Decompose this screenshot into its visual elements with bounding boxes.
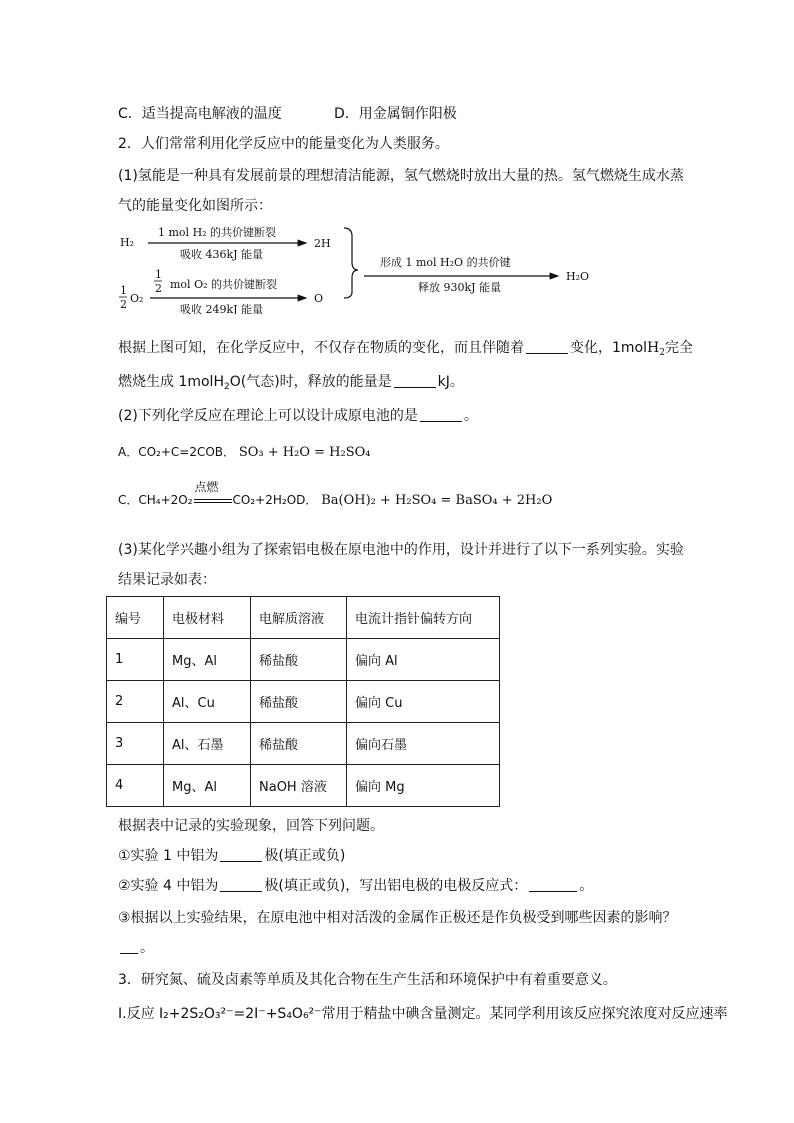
header-cell: 电解质溶液 xyxy=(251,597,347,639)
half-o2-fraction-num: 1 xyxy=(120,284,127,297)
text-a: 燃烧生成 1molH xyxy=(118,374,224,390)
o2-product: O xyxy=(314,292,324,305)
text-a: 根据上图可知，在化学反应中，不仅存在物质的变化，而且伴随着 xyxy=(118,340,524,356)
answer-blank[interactable] xyxy=(220,877,262,892)
answer-blank[interactable] xyxy=(394,373,436,388)
table-row xyxy=(107,723,500,765)
option-b-equation: SO₃ + H₂O = H₂SO₄ xyxy=(238,445,371,460)
text: (2)下列化学反应在理论上可以设计成原电池的是 xyxy=(118,408,418,424)
options-ab xyxy=(118,442,370,463)
form-energy-label: 释放 930kJ 能量 xyxy=(418,281,502,294)
table-cell: 稀盐酸 xyxy=(251,681,347,723)
text-b: 变化，1mol xyxy=(570,340,647,356)
table-cell: 4 xyxy=(107,765,164,807)
q2-part1-line2: 气的能量变化如图所示： xyxy=(118,198,272,214)
question-3-part-i: I.反应 I₂+2S₂O₃²⁻=2I⁻+S₄O₆²⁻常用于精盐中碘含量测定。某同学利用该反应探究浓度对反应速率 xyxy=(118,1006,728,1022)
h2-energy-label: 吸收 436kJ 能量 xyxy=(180,248,264,261)
header-cell: 电极材料 xyxy=(164,597,251,639)
option-c-text: C．CH₄+2O₂ xyxy=(118,493,193,507)
option-c-end: CO₂+2H₂OD． xyxy=(232,493,318,507)
o2-bond-break-label: mol O₂ 的共价键断裂 xyxy=(170,278,277,291)
q2-part2 xyxy=(118,406,478,426)
table-cell: 1 xyxy=(107,639,164,681)
question-2-title: 2．人们常常利用化学反应中的能量变化为人类服务。 xyxy=(118,136,449,152)
table-header-row xyxy=(107,597,500,639)
half-o2-fraction-den: 2 xyxy=(120,298,127,311)
table-cell: 稀盐酸 xyxy=(251,639,347,681)
text-end: 。 xyxy=(463,408,478,424)
options-cd xyxy=(118,480,553,511)
table-cell: Mg、Al xyxy=(164,765,251,807)
answer-blank[interactable] xyxy=(220,847,262,862)
option-d xyxy=(334,104,457,124)
header-cell: 电流计指针偏转方向 xyxy=(347,597,500,639)
answer-blank[interactable] xyxy=(529,877,577,892)
text-b: O(气态)时，释放的能量是 xyxy=(229,374,392,390)
option-d-equation: Ba(OH)₂ + H₂SO₄ = BaSO₄ + 2H₂O xyxy=(321,493,553,508)
sub-question-2 xyxy=(118,876,593,896)
table-row xyxy=(107,639,500,681)
q2-part3-line2: 结果记录如表： xyxy=(118,572,216,588)
energy-diagram xyxy=(118,222,618,314)
sub-question-3-answer xyxy=(118,938,154,958)
table-cell: 偏向 Al xyxy=(347,639,500,681)
table-cell: 偏向 Mg xyxy=(347,765,500,807)
o2-frac-den: 2 xyxy=(155,282,162,295)
header-cell: 编号 xyxy=(107,597,164,639)
table-cell: 偏向 Cu xyxy=(347,681,500,723)
h2-formula: $H_2$ xyxy=(647,340,665,358)
text-end: 。 xyxy=(140,940,154,956)
ignite-condition xyxy=(193,480,233,510)
answer-blank[interactable] xyxy=(526,339,568,354)
option-c-text: C．适当提高电解液的温度 xyxy=(118,106,282,122)
option-d-text: D．用金属铜作阳极 xyxy=(334,106,457,122)
brace xyxy=(344,228,358,298)
sub-question-1 xyxy=(118,846,345,866)
table-cell: Al、Cu xyxy=(164,681,251,723)
table-cell: 偏向石墨 xyxy=(347,723,500,765)
q2-part1-question-line1 xyxy=(118,338,693,363)
table-cell: 稀盐酸 xyxy=(251,723,347,765)
q2-part1-question-line2: 燃烧生成 1molH$_2$O(气态)时，释放的能量是 kJ。 xyxy=(118,374,464,392)
table-cell: 2 xyxy=(107,681,164,723)
text-c: 。 xyxy=(579,878,594,894)
h2-bond-break-label: 1 mol H₂ 的共价键断裂 xyxy=(158,226,277,239)
text-b: 极(填正或负) xyxy=(264,848,346,864)
text-b: 极(填正或负)，写出铝电极的电极反应式： xyxy=(264,878,528,894)
sub-question-3: ③根据以上实验结果，在原电池中相对活泼的金属作正极还是作负极受到哪些因素的影响？ xyxy=(118,910,677,926)
q2-part3-line1: (3)某化学兴趣小组为了探索铝电极在原电池中的作用，设计并进行了以下一系列实验。实验 xyxy=(118,542,684,558)
option-a-text: A．CO₂+C=2COB． xyxy=(118,445,236,459)
h2o-product: H₂O xyxy=(566,270,590,283)
text-a: ②实验 4 中铝为 xyxy=(118,878,219,894)
table-row xyxy=(107,765,500,807)
o2-label: O₂ xyxy=(130,292,144,305)
text-c: kJ。 xyxy=(437,374,464,390)
table-row xyxy=(107,681,500,723)
question-3-title: 3．研究氮、硫及卤素等单质及其化合物在生产生活和环境保护中有着重要意义。 xyxy=(118,972,617,988)
q2-part1-line1: (1)氢能是一种具有发展前景的理想清洁能源，氢气燃烧时放出大量的热。氢气燃烧生成水蒸 xyxy=(118,168,684,184)
o2-frac-num: 1 xyxy=(155,268,162,281)
form-bond-label: 形成 1 mol H₂O 的共价键 xyxy=(380,256,511,269)
answer-blank[interactable] xyxy=(420,407,462,422)
h2-product: 2H xyxy=(314,237,331,250)
table-cell: Al、石墨 xyxy=(164,723,251,765)
table-cell: Mg、Al xyxy=(164,639,251,681)
table-cell: 3 xyxy=(107,723,164,765)
text-a: ①实验 1 中铝为 xyxy=(118,848,219,864)
option-c xyxy=(118,104,282,124)
experiment-table xyxy=(106,596,500,807)
h2-label: H₂ xyxy=(120,236,135,249)
after-table-text: 根据表中记录的实验现象，回答下列问题。 xyxy=(118,818,384,834)
answer-blank[interactable] xyxy=(120,939,138,954)
text-c: 完全 xyxy=(664,340,693,356)
o2-energy-label: 吸收 249kJ 能量 xyxy=(180,303,264,314)
ignite-label: 点燃 xyxy=(194,480,219,494)
table-cell: NaOH 溶液 xyxy=(251,765,347,807)
